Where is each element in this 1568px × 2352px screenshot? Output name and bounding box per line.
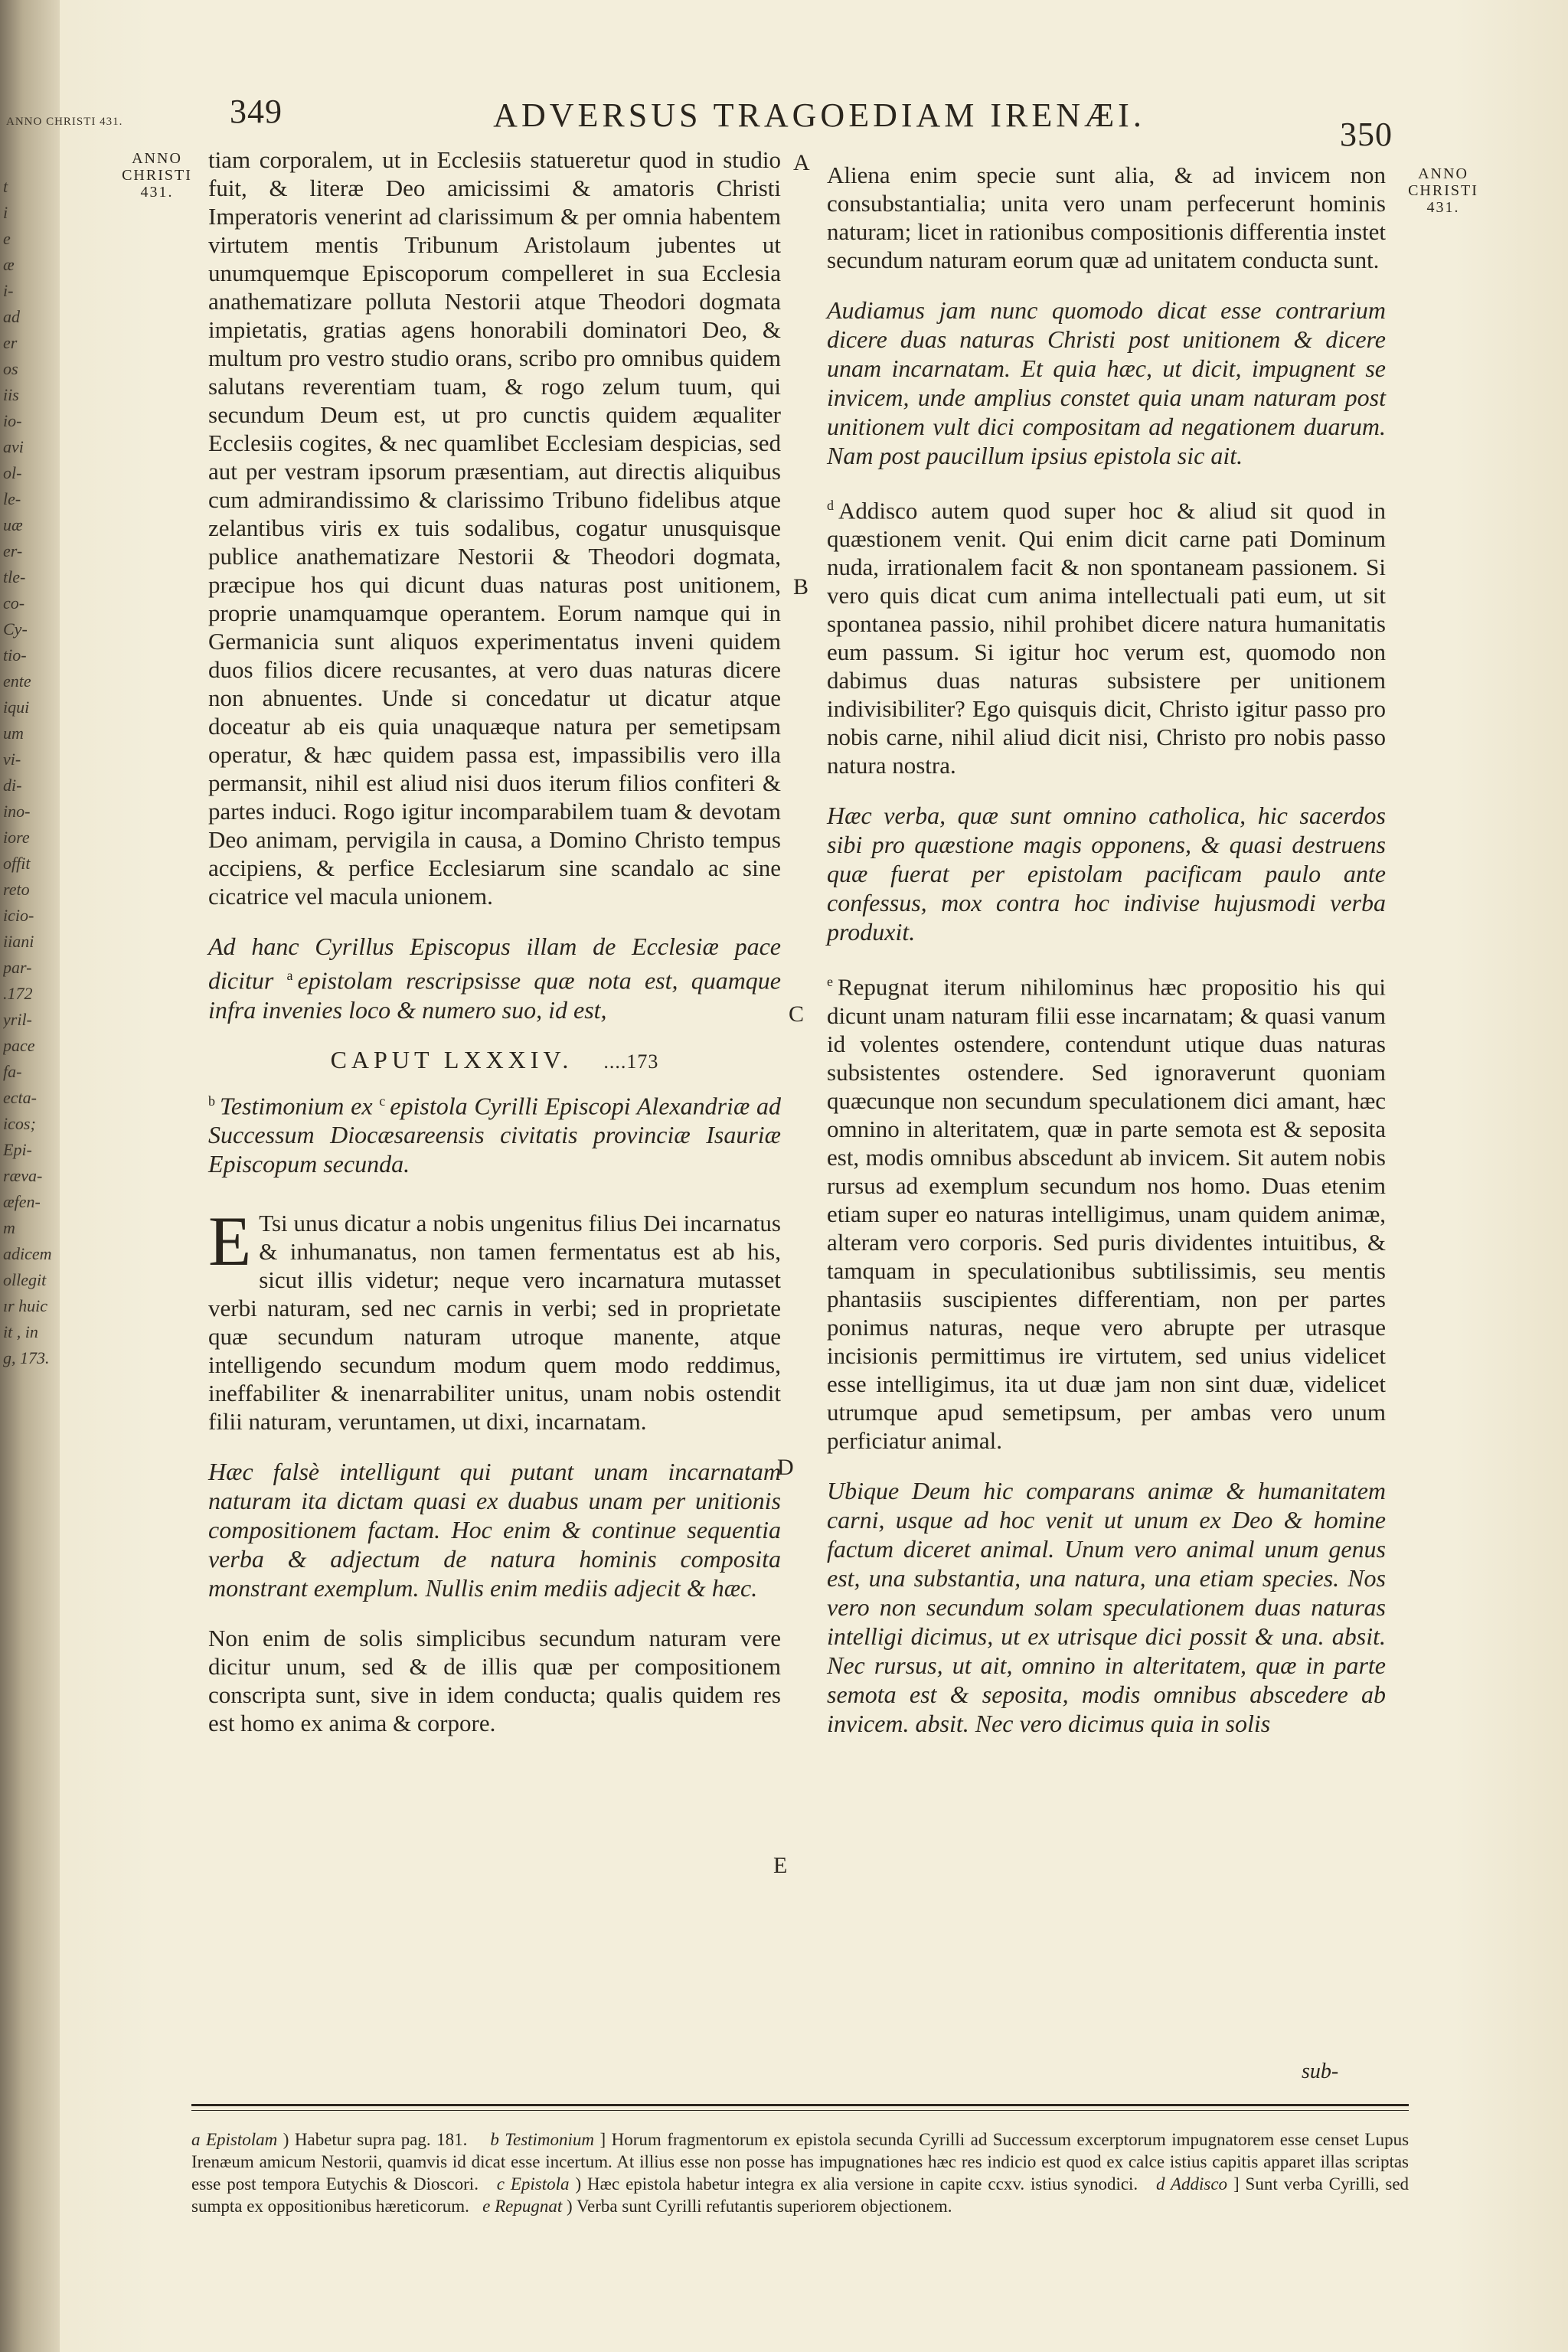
footnote-a-text: ) Habetur supra pag. 181. — [283, 2130, 468, 2149]
year-label: 431. — [1426, 199, 1460, 216]
prev-page-fragment: er- — [3, 541, 23, 560]
footnote-marker: b — [208, 1093, 215, 1109]
footnote-e-text: ) Verba sunt Cyrilli refutantis superiorem objectionem. — [566, 2197, 952, 2216]
christi-label: CHRISTI — [1408, 182, 1478, 199]
prev-page-fragment: e — [3, 229, 11, 248]
prev-page-fragment: ır huic — [3, 1296, 48, 1315]
prev-page-fragment: par- — [3, 958, 32, 977]
right-column — [827, 161, 1386, 1759]
prev-page-fragment: tio- — [3, 645, 27, 665]
prev-page-fragment: g, 173. — [3, 1348, 50, 1367]
prev-page-fragment: ol- — [3, 463, 22, 482]
footnote-b-label: b Testimonium — [490, 2130, 595, 2149]
footnote-d-text: ] Sunt verba Cyrilli, sed sumpta ex oppositionibus hæreticorum. — [191, 2174, 1410, 2216]
prev-page-fragment: ad — [3, 307, 20, 326]
footnote-c-label: c Epistola — [496, 2174, 570, 2194]
prev-page-fragment: iis — [3, 385, 19, 404]
text: epistolam rescripsisse quæ nota est, quamque infra invenies loco & numero suo, id est, — [208, 966, 781, 1024]
footnote-rule — [191, 2104, 1409, 2106]
prev-page-margin — [3, 176, 61, 1374]
prev-page-fragment: le- — [3, 489, 21, 508]
prev-page-fragment: i — [3, 203, 8, 222]
text: Repugnat iterum nihilominus hæc propositio his qui dicunt unam naturam filii esse incarnatam; & quasi vanum id volentes ostendere, contendunt utique duas naturas subsistentes ostendere. Sed ignoraverunt quoniam quæcunque non secundum speculationem dici amant, hæc omnino in alteritatem, quæ in parte semota est & seposita est, modis omnibus abscedunt ab invicem. Sit autem nobis rursus ad exemplum secundum nos homo. Duas etenim etiam super eo naturas intelligimus, unam quidem animæ, alteram vero corporis. Sed puris dividentes intuitibus, & tamquam in speculationibus subtilissimis, seu mentis phantasiis suscipientes differentiam, non per partes ponimus naturas, neque vero abrupte per utrasque incisionis permittimus ire virtutem, sed unius videlicet esse intelligimus, ita ut duæ jam non sint duæ, videlicet utrumque apud semetipsum, per ambas vero unum perficiatur animal. — [827, 973, 1386, 1454]
anno-label: ANNO — [1418, 165, 1468, 182]
prev-page-fragment: yril- — [3, 1010, 32, 1029]
text: Addisco autem quod super hoc & aliud sit quod in quæstionem venit. Qui enim dicit carne pati Dominum nuda, irrationalem facit & non spontaneam passionem. Si vero quis dicat cum anima intellectuali pati eum, ut sit spontanea passio, nihil prohibet dicere natura humanitatis eum passum. Si igitur hoc verum est, quomodo non dabimus duas naturas subsistere per unitionem indivisibiliter? Ego quisquis dicit, Christo igitur passo pro nobis carne, nihil aliud dicit nisi, Christo pro nobis passo natura nostra. — [827, 497, 1386, 779]
margin-anno-left — [107, 150, 207, 201]
text: Tsi unus dicatur a nobis ungenitus filius Dei incarnatus & inhumanatus, non tamen fermentatus est ab his, sicut illis videtur; neque vero incarnatura mutasset verbi naturam, sed nec carnis in verbi; sed in proprietate quæ secundum naturam utroque manente, atque intelligendo secundum modum quem modo reddimus, ineffabiliter & inenarrabiliter unitus, unam nobis ostendit filii naturam, veruntamen, ut dixi, incarnatam. — [208, 1210, 781, 1436]
text: epistola Cyrilli Episcopi Alexandriæ ad Successum Diocæsareensis civitatis provinciæ Isauriæ Episcopum secunda. — [208, 1092, 782, 1178]
prev-page-fragment: i- — [3, 281, 14, 300]
footnote-e-label: e Repugnat — [482, 2197, 563, 2216]
left-column — [208, 145, 781, 1759]
prev-page-fragment: æ — [3, 255, 15, 274]
year-label: 431. — [140, 184, 174, 201]
footnote-b-text: ] Horum fragmentorum ex epistola secunda Cyrilli ad Successum excerptorum impugnatorem esse censet Lupus Irenæum amicum Nestorii, quamvis id dicat esse incertum. At illius esse non posse has impugnationes hæc res indicio est quod ex calce istius capitis apparet illas scriptas esse post tempora Eutychis & Dioscori. — [191, 2130, 1410, 2194]
prev-page-fragment: m — [3, 1218, 15, 1237]
footnote-a-label: a Epistolam — [191, 2130, 278, 2149]
prev-page-fragment: os — [3, 359, 18, 378]
paragraph-italic: Hæc falsè intelligunt qui putant unam incarnatam naturam ita dictam quasi ex duabus unam per unitionis compositionem factam. Hoc enim & continue sequentia verba & adjectum de natura hominis composita monstrant exemplum. Nullis enim mediis adjecit & hæc. — [208, 1458, 781, 1602]
footnote-rule-thin — [191, 2110, 1409, 2111]
footnote-d-label: d Addisco — [1155, 2174, 1228, 2194]
christi-label: CHRISTI — [122, 167, 192, 184]
catchword: sub- — [1302, 2060, 1339, 2083]
paragraph-italic: Hæc verba, quæ sunt omnino catholica, hic sacerdos sibi pro quæstione magis opponens, & quasi destruens quæ fuerat per epistolam pacificam paulo ante confessus, mox contra hoc indivise hujusmodi verba produxit. — [827, 802, 1386, 946]
footnotes — [191, 2128, 1409, 2217]
prev-page-fragment: di- — [3, 776, 22, 795]
prev-page-fragment: er — [3, 333, 18, 352]
anno-label: ANNO — [132, 150, 182, 167]
text: Ad hanc Cyrillus Episcopus illam de Ecclesiæ pace dicitur — [208, 933, 781, 995]
prev-page-fragment: iqui — [3, 697, 30, 717]
section-letter-d: D — [777, 1455, 794, 1480]
prev-page-fragment: iore — [3, 828, 30, 847]
drop-cap: E — [208, 1202, 252, 1281]
prev-page-fragment: .172 — [3, 984, 33, 1003]
paragraph: Non enim de solis simplicibus secundum naturam vere dicitur unum, sed & de illis quæ per compositionem conscripta sunt, sive in idem conducta; qualis quidem res est homo ex anima & corpore. — [208, 1625, 781, 1737]
prev-page-fragment: icio- — [3, 906, 34, 925]
prev-page-fragment: io- — [3, 411, 22, 430]
paragraph-italic — [208, 932, 781, 1024]
chapter-heading — [208, 1046, 781, 1076]
prev-page-fragment: um — [3, 724, 24, 743]
prev-page-fragment: it , in — [3, 1322, 38, 1341]
prev-page-fragment: adicem — [3, 1244, 52, 1263]
prev-page-fragment: ino- — [3, 802, 31, 821]
prev-page-fragment: ecta- — [3, 1088, 37, 1107]
prev-page-fragment: Cy- — [3, 619, 28, 639]
paragraph — [827, 968, 1386, 1454]
text: Testimonium ex — [220, 1092, 373, 1120]
page-number-right: 350 — [1340, 116, 1393, 153]
section-letter-b: B — [793, 574, 809, 599]
prev-page-anno: ANNO CHRISTI 431. — [6, 116, 123, 128]
footnote-marker: e — [827, 974, 833, 990]
section-letter-a: A — [793, 150, 810, 175]
footnote-c-text: ) Hæc epistola habetur integra ex alia versione in capite ccxv. istius synodici. — [575, 2174, 1138, 2194]
prev-page-fragment: t — [3, 177, 8, 196]
running-title: ADVERSUS TRAGOEDIAM IRENÆI. — [493, 96, 1145, 134]
prev-page-fragment: fa- — [3, 1062, 22, 1081]
paragraph — [827, 492, 1386, 779]
paragraph-italic: Ubique Deum hic comparans animæ & humanitatem carni, usque ad hoc venit ut unum ex Deo & homine factum diceret animal. Unum vero animal unum genus est, una substantia, una natura, una etiam species. Nos vero non secundum solam speculationem duas naturas intelligi dicimus, ut ex utrisque dici possit & una. absit. Nec rursus, ut ait, omnino in alteritatem, quæ in parte semota est & seposita, modis omnibus abscedere ab invicem. absit. Nec vero dicimus quia in solis — [827, 1476, 1386, 1737]
prev-page-fragment: Epi- — [3, 1140, 32, 1159]
prev-page-fragment: æfen- — [3, 1192, 41, 1211]
paragraph-italic: Audiamus jam nunc quomodo dicat esse contrarium dicere duas naturas Christi post unitionem & dicere unam incarnatam. Et quia hæc, ut dicit, impugnent se invicem, unde amplius constet quia unam naturam post unitionem vult dici compositam ad negationem duarum. Nam post paucillum ipsius epistola sic ait. — [827, 296, 1386, 469]
chapter-ref: ....173 — [603, 1050, 659, 1073]
prev-page-fragment: ente — [3, 671, 31, 691]
paragraph: tiam corporalem, ut in Ecclesiis statueretur quod in studio fuit, & literæ Deo amicissimi & amatoris Christi Imperatoris venerint ad clarissimum & per omnia habentem virtutem mentis Tribunum Aristolaum jubentes ut unumquemque Episcoporum compelleret in sua Ecclesia anathematizare polluta Nestorii atque Theodori dogmata impietatis, gratias agens honorabili dominatori Deo, & multum pro vestro studio orans, scribo pro omnibus quidem salutans reverentiam tuam, & rogo zelum tuum, qui secundum Deum est, ut pro cunctis quidem æqualiter Ecclesiis cogites, & nec quamlibet Ecclesiam despicias, sed aut per vestram ipsorum præsentiam, aut directis aliquibus cum admirandissimo & clarissimo Tribuno fidelibus atque zelantibus viris ex tuis sodalibus, cogatur unusquisque publice anathematizare Nestorii & Theodori dogmata, præcipue hos qui dicunt duas naturas post unitionem, proprie unamquamque operantem. Eorum namque qui in Germanicia sunt aliquos experimentatus inveni quidem duos filios dicere recusantes, at vero duas naturas dicere non abnuentes. Unde si concedatur ut dicatur atque doceatur ab eis quia unaquæque natura per semetipsam operatur, & hæc quidem passa est, impassibilis vero illa permansit, nihil est aliud nisi duos iterum filios confiteri & partes induci. Rogo igitur incomparabilem tuam & devotam Deo animam, pervigila in causa, a Domino Christo tempus accipiens, & perfice Ecclesiarum sine scandalo ac sine cicatrice vel macula unionem. — [208, 146, 781, 910]
prev-page-fragment: iiani — [3, 932, 34, 951]
margin-anno-right — [1390, 165, 1497, 216]
prev-page-fragment: vi- — [3, 750, 21, 769]
paragraph-dropcap — [208, 1202, 781, 1436]
prev-page-fragment: icos; — [3, 1114, 36, 1133]
prev-page-fragment: ræva- — [3, 1166, 43, 1185]
footnote-marker: c — [379, 1093, 386, 1109]
prev-page-fragment: ollegit — [3, 1270, 47, 1289]
prev-page-fragment: co- — [3, 593, 25, 612]
section-letter-e: E — [773, 1853, 788, 1878]
prev-page-fragment: reto — [3, 880, 30, 899]
footnote-marker: a — [286, 968, 293, 983]
paragraph: Aliena enim specie sunt alia, & ad invicem non consubstantialia; unita vero unam perfecerunt hominis naturam; licet in rationibus compositionis differentia instet secundum naturam eorum quæ ad unitatem conducta sunt. — [827, 162, 1386, 273]
prev-page-fragment: tle- — [3, 567, 26, 586]
section-letter-c: C — [789, 1001, 805, 1027]
prev-page-fragment: avi — [3, 437, 24, 456]
chapter-title: CAPUT LXXXIV. — [330, 1045, 573, 1073]
footnote-marker: d — [827, 498, 834, 513]
page-number-left: 349 — [230, 93, 283, 130]
prev-page-fragment: uæ — [3, 515, 23, 534]
prev-page-fragment: offit — [3, 854, 31, 873]
prev-page-fragment: pace — [3, 1036, 35, 1055]
testimonium-title — [208, 1086, 781, 1179]
